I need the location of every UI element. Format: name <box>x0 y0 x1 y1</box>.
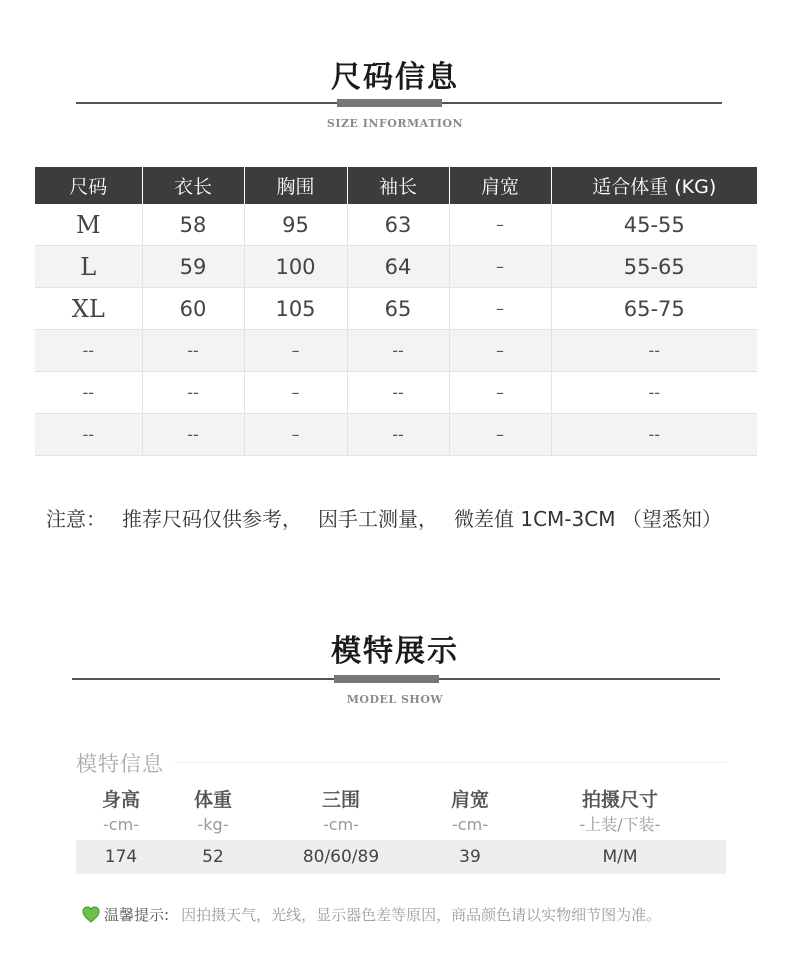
model-value-shoot-size: M/M <box>602 847 638 867</box>
table-cell: 60 <box>142 288 244 330</box>
table-cell: 65 <box>347 288 449 330</box>
model-col-height <box>76 788 166 836</box>
table-row <box>35 330 757 372</box>
table-row <box>35 288 757 330</box>
table-cell: -- <box>347 372 449 414</box>
model-col-head: 身高 <box>101 789 140 811</box>
table-cell: -- <box>551 414 757 456</box>
note-text-3: 微差值 1CM-3CM （望悉知） <box>454 507 722 531</box>
model-col-unit: -cm- <box>452 815 488 834</box>
table-cell: 63 <box>347 204 449 246</box>
table-cell: 95 <box>244 204 347 246</box>
table-cell: -- <box>551 372 757 414</box>
size-title-accent-bar <box>337 99 442 107</box>
model-value-shoulder: 39 <box>459 847 481 867</box>
table-cell: -- <box>142 414 244 456</box>
table-cell: 65-75 <box>551 288 757 330</box>
table-cell: 64 <box>347 246 449 288</box>
table-cell: XL <box>35 288 142 330</box>
table-cell: -- <box>142 372 244 414</box>
table-cell: 105 <box>244 288 347 330</box>
size-header-cell: 适合体重 (KG) <box>551 167 757 204</box>
table-cell: – <box>244 414 347 456</box>
model-col-head: 体重 <box>193 789 232 811</box>
table-cell: – <box>449 330 551 372</box>
table-cell: – <box>244 372 347 414</box>
table-cell: -- <box>347 330 449 372</box>
size-header-cell: 胸围 <box>244 167 347 204</box>
note-label: 注意： <box>46 507 106 531</box>
model-section-title: 模特展示 <box>331 634 459 669</box>
table-cell: -- <box>35 372 142 414</box>
model-title-accent-bar <box>334 675 439 683</box>
model-col-weight <box>168 788 258 836</box>
model-value-measurements: 80/60/89 <box>302 847 380 867</box>
size-header-cell: 尺码 <box>35 167 142 204</box>
size-table <box>35 167 757 456</box>
size-section-title: 尺码信息 <box>331 60 459 95</box>
table-row <box>35 372 757 414</box>
table-cell: – <box>449 204 551 246</box>
size-header-cell: 袖长 <box>347 167 449 204</box>
model-col-unit: -cm- <box>323 815 359 834</box>
model-info-divider <box>174 762 726 763</box>
table-cell: -- <box>142 330 244 372</box>
model-col-unit: -上装/下装- <box>579 815 661 834</box>
model-col-head: 肩宽 <box>450 789 489 811</box>
table-cell: – <box>449 414 551 456</box>
table-cell: 58 <box>142 204 244 246</box>
warm-tip <box>82 904 661 927</box>
table-cell: 55-65 <box>551 246 757 288</box>
table-cell: 100 <box>244 246 347 288</box>
model-col-shoulder <box>425 788 515 836</box>
model-value-height: 174 <box>104 847 138 867</box>
table-cell: -- <box>551 330 757 372</box>
green-heart-icon <box>82 906 100 927</box>
size-table-header-row <box>35 167 757 204</box>
model-col-head: 三围 <box>321 789 360 811</box>
table-cell: – <box>449 372 551 414</box>
table-row <box>35 414 757 456</box>
table-row <box>35 246 757 288</box>
model-col-head: 拍摄尺寸 <box>581 789 658 811</box>
size-section-subtitle: SIZE INFORMATION <box>326 117 464 130</box>
note-text-1: 推荐尺码仅供参考， <box>122 507 302 531</box>
table-cell: 59 <box>142 246 244 288</box>
table-cell: -- <box>347 414 449 456</box>
table-cell: -- <box>35 330 142 372</box>
table-cell: L <box>35 246 142 288</box>
model-col-unit: -cm- <box>103 815 139 834</box>
tip-label: 温馨提示: <box>104 906 170 924</box>
model-info-box <box>76 744 726 876</box>
model-info-title: 模特信息 <box>76 752 164 776</box>
size-note <box>46 503 738 532</box>
table-cell: – <box>449 246 551 288</box>
model-col-shoot-size <box>550 788 690 836</box>
model-section-subtitle: MODEL SHOW <box>346 693 444 706</box>
size-header-cell: 衣长 <box>142 167 244 204</box>
table-row <box>35 204 757 246</box>
table-cell: -- <box>35 414 142 456</box>
table-cell: M <box>35 204 142 246</box>
size-header-cell: 肩宽 <box>449 167 551 204</box>
model-value-weight: 52 <box>202 847 224 867</box>
note-text-2: 因手工测量， <box>318 507 438 531</box>
model-col-measurements <box>281 788 401 836</box>
table-cell: 45-55 <box>551 204 757 246</box>
tip-text: 因拍摄天气，光线，显示器色差等原因，商品颜色请以实物细节图为准。 <box>181 906 662 924</box>
model-col-unit: -kg- <box>197 815 229 834</box>
table-cell: – <box>244 330 347 372</box>
table-cell: – <box>449 288 551 330</box>
